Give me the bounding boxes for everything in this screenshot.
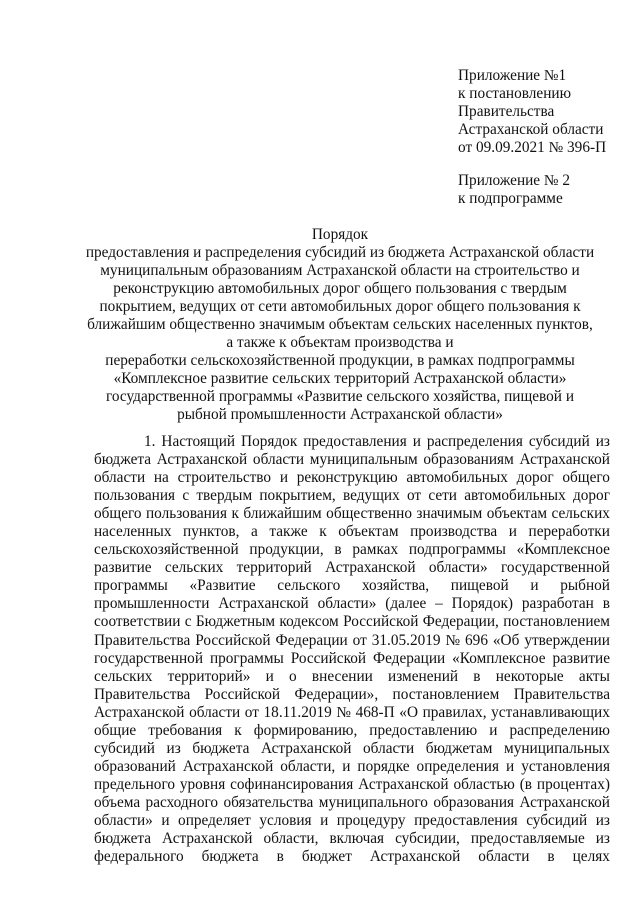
appendix-2-line: Приложение № 2 [458,172,570,189]
body-line [94,668,610,686]
title-line: муниципальным образованиям Астраханской области на строительство и [100,262,580,279]
appendix-2-block [458,172,570,208]
body-line-words: развитие сельских территорий Астраханской области» государственной [94,559,610,577]
body-line [94,650,610,668]
body-line [94,613,610,631]
title-line: предоставления и распределения субсидий из бюджета Астраханской области [85,244,595,261]
body-line-words: федерального бюджета в бюджет Астраханской области в целях [94,848,610,866]
body-paragraph [94,433,610,866]
document-title [80,226,600,424]
body-line-words: образований Астраханской области, и порядке определения и установления [94,757,610,775]
body-line [94,451,610,469]
body-line-words: бюджета Астраханской области муниципальным образованиям Астраханской [94,451,610,469]
body-line [94,848,610,866]
body-line [94,632,610,650]
body-line [94,541,610,559]
title-line: рыбной промышленности Астраханской области» [177,406,503,423]
body-line-words: Правительства Российской Федерации», постановлением Правительства [94,685,610,703]
title-line: покрытием, ведущих от сети автомобильных дорог общего пользования к [99,298,581,315]
body-line [94,469,610,487]
body-line-words: области» и определяет условия и процедуру предоставления субсидий из [94,811,610,829]
body-line [94,487,610,505]
body-line-words: Астраханской области от 18.11.2019 № 468-П «О правилах, устанавливающих [94,703,610,721]
body-line-words: бюджета Астраханской области, включая субсидии, предоставляемые из [94,830,610,848]
appendix-1-line: Астраханской области [458,121,604,138]
body-line-words: 1. Настоящий Порядок предоставления и распределения субсидий из [144,433,610,450]
body-line-words: сельских территорий» и о внесении изменений в некоторые акты [94,667,610,685]
appendix-2-line: к подпрограмме [458,190,563,207]
title-line: переработки сельскохозяйственной продукции, в рамках подпрограммы [105,352,575,369]
body-line [94,433,610,451]
body-line [94,830,610,848]
appendix-1-block [458,67,606,157]
body-line [94,523,610,541]
body-line-words: Правительства Российской Федерации от 31.05.2019 № 696 «Об утверждении [94,631,610,649]
body-line-words: населенных пунктов, а также к объектам производства и переработки [94,523,610,541]
body-line-words: программы «Развитие сельского хозяйства, пищевой и рыбной [94,577,610,595]
body-line-words: предельного уровня софинансирования Астраханской областью (в процентах) [94,775,610,793]
appendix-1-line: Правительства [458,103,555,120]
body-line [94,595,610,613]
body-line [94,794,610,812]
body-line [94,776,610,794]
body-line [94,722,610,740]
title-line: ближайшим общественно значимым объектам сельских населенных пунктов, [87,316,593,333]
body-line-words: общего пользования к ближайшим общественно значимым объектам сельских [94,505,610,523]
body-line-words: объема расходного обязательства муниципального образования Астраханской [94,793,610,811]
title-line: «Комплексное развитие сельских территорий Астраханской области» [113,370,567,387]
body-line-words: соответствии с Бюджетным кодексом Российской Федерации, постановлением [94,613,610,631]
body-line-words: субсидий из бюджета Астраханской области бюджетам муниципальных [94,739,610,757]
body-line-words: сельскохозяйственной продукции, в рамках подпрограммы «Комплексное [94,541,610,559]
appendix-1-line: от 09.09.2021 № 396-П [458,139,607,156]
body-line [94,758,610,776]
body-line [94,505,610,523]
title-line: а также к объектам производства и [226,334,454,351]
body-line [94,559,610,577]
body-line-words: области на строительство и реконструкцию автомобильных дорог общего [94,469,610,487]
body-line-words: государственной программы Российской Федерации «Комплексное развитие [94,649,610,667]
body-line-words: общие требования к формированию, предоставлению и распределению [94,721,610,739]
body-line-words: пользования с твердым покрытием, ведущих от сети автомобильных дорог [94,487,610,505]
body-line [94,740,610,758]
title-line: государственной программы «Развитие сельского хозяйства, пищевой и [105,388,575,405]
body-line [94,812,610,830]
body-line [94,704,610,722]
title-line: реконструкцию автомобильных дорог общего пользования с твердым [113,280,567,297]
body-line [94,686,610,704]
title-line: Порядок [311,226,369,243]
appendix-1-line: к постановлению [458,85,572,102]
appendix-1-line: Приложение №1 [458,67,567,84]
body-line-words: промышленности Астраханской области» (далее – Порядок) разработан в [94,595,610,613]
body-line [94,577,610,595]
